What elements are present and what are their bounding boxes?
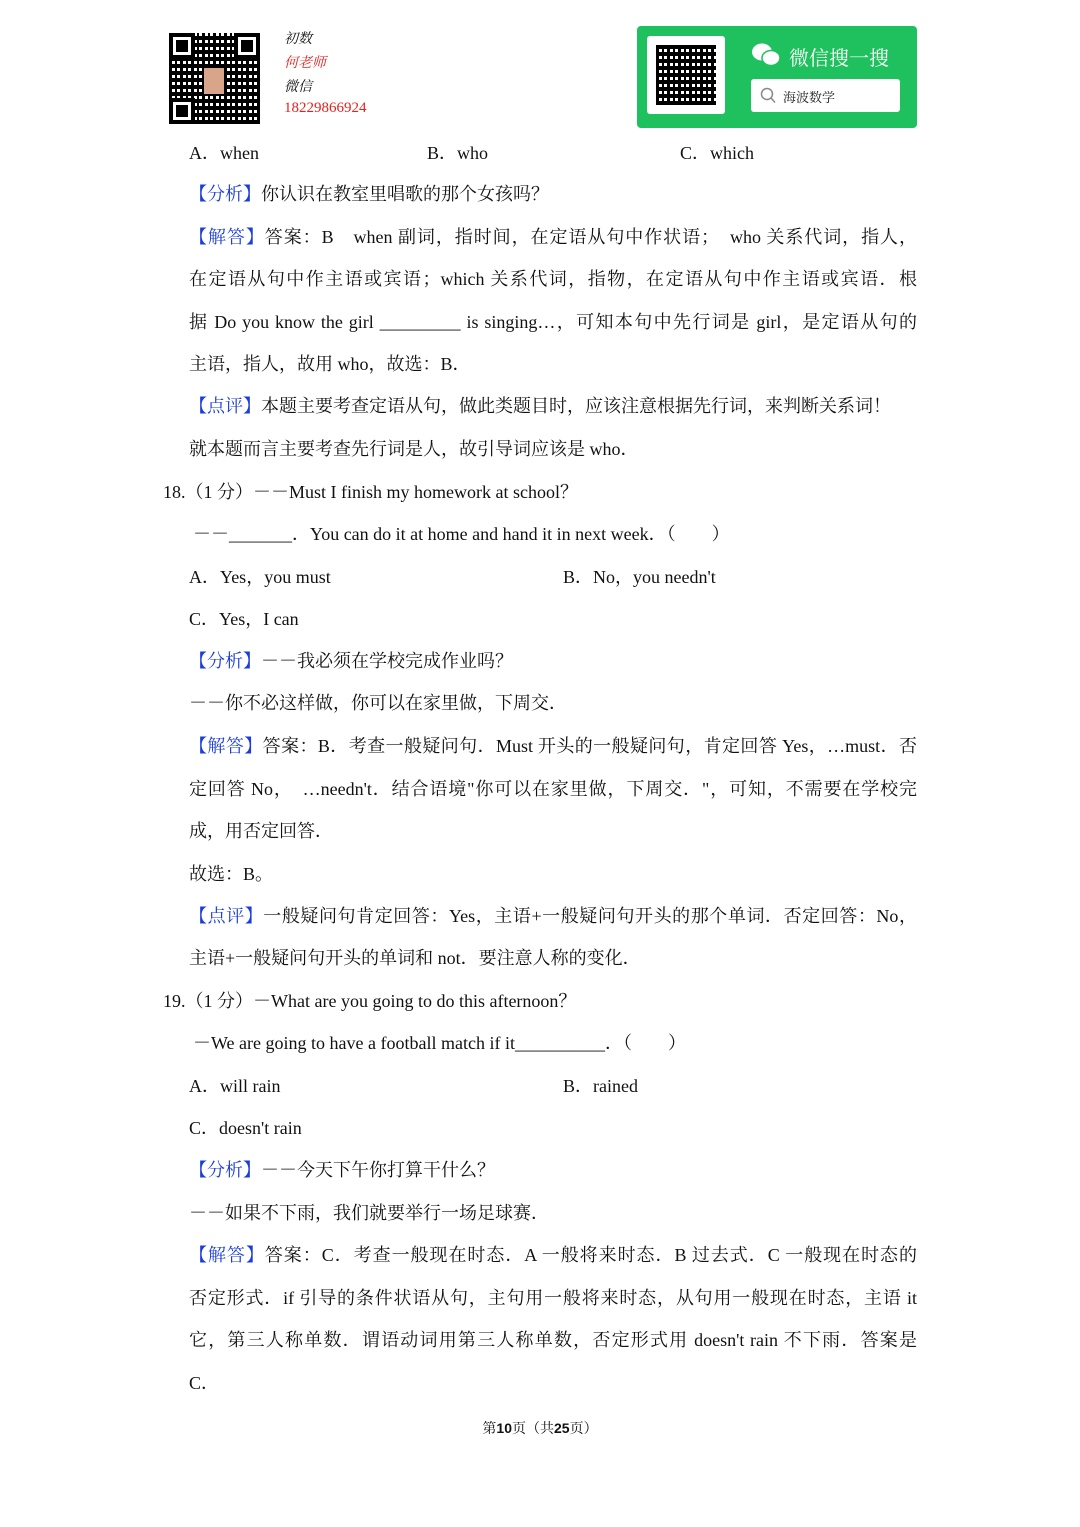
section-tag: 【解答】: [189, 736, 263, 756]
question-18-blank: －－_______．You can do it at home and hand it in next week．（ ）: [193, 524, 730, 544]
section-tag: 【解答】: [189, 227, 265, 247]
answer-line: 它，第三人称单数．谓语动词用第三人称单数，否定形式用 doesn't rain 不下雨．答案是: [189, 1330, 917, 1350]
answer-line: 否定形式．if 引导的条件状语从句，主句用一般将来时态，从句用一般现在时态，主语 it: [189, 1288, 917, 1308]
section-tag: 【分析】: [189, 651, 261, 671]
answer-line: [189, 225, 917, 249]
footer-text: 第: [482, 1422, 497, 1437]
option-a: A．Yes，you must: [189, 567, 331, 587]
total-pages: 25: [554, 1420, 570, 1436]
comment-line: 主语+一般疑问句开头的单词和 not．要注意人称的变化．: [189, 948, 641, 968]
line-text: －－今天下午你打算干什么？: [261, 1160, 495, 1180]
comment-line: [189, 394, 891, 418]
option-c: C．which: [680, 143, 754, 163]
header-label-wechat: 微信: [284, 80, 312, 95]
analysis-line: [189, 182, 549, 206]
wechat-search-text: 海波数学: [783, 91, 836, 106]
option-b: B．No，you needn't: [563, 567, 716, 587]
footer-text: 页）: [569, 1422, 598, 1437]
comment-line: [189, 904, 917, 928]
line-text: 一般疑问句肯定回答：Yes，主语+一般疑问句开头的那个单词．否定回答：No，: [263, 906, 917, 926]
answer-line: 故选：B。: [189, 864, 274, 884]
wechat-search-box: [751, 79, 900, 112]
answer-line: C．: [189, 1373, 220, 1393]
phone-number: 18229866924: [284, 100, 367, 116]
answer-line: 主语，指人，故用 who，故选：B．: [189, 354, 471, 374]
page-number: 10: [496, 1420, 512, 1436]
question-19-blank: －We are going to have a football match if it__________．（ ）: [193, 1033, 686, 1053]
search-icon: [760, 87, 776, 104]
footer-text: 页（共: [512, 1422, 554, 1437]
option-c: C．Yes，I can: [189, 609, 299, 629]
line-text: －－我必须在学校完成作业吗？: [261, 651, 513, 671]
answer-line: 成，用否定回答．: [189, 821, 333, 841]
question-19-stem: 19.（1 分）－What are you going to do this afternoon？: [163, 991, 577, 1011]
answer-line: [189, 1243, 917, 1267]
teacher-name: 何老师: [284, 56, 326, 71]
option-a: A．will rain: [189, 1076, 281, 1096]
line-text: 答案：C．考查一般现在时态．A 一般将来时态．B 过去式．C 一般现在时态的: [264, 1245, 917, 1265]
section-tag: 【点评】: [189, 906, 264, 926]
section-tag: 【分析】: [189, 1160, 261, 1180]
line-text: 你认识在教室里唱歌的那个女孩吗？: [261, 184, 549, 204]
wechat-search-banner: [637, 26, 917, 128]
question-18-stem: 18.（1 分）－－Must I finish my homework at school？: [163, 482, 578, 502]
line-text: 本题主要考查定语从句，做此类题目时，应该注意根据先行词，来判断关系词！: [261, 396, 891, 416]
header-label: 初数: [284, 32, 312, 47]
section-tag: 【解答】: [189, 1245, 265, 1265]
section-tag: 【分析】: [189, 184, 261, 204]
option-b: B．who: [427, 143, 489, 163]
line-text: 答案：B．考查一般疑问句．Must 开头的一般疑问句，肯定回答 Yes，…must．否: [262, 736, 918, 756]
wechat-search-title: 微信搜一搜: [789, 46, 889, 70]
section-tag: 【点评】: [189, 396, 261, 416]
answer-line: 据 Do you know the girl _________ is singing…，可知本句中先行词是 girl，是定语从句的: [189, 312, 917, 332]
wechat-qr-code: [656, 45, 716, 105]
answer-line: [189, 734, 917, 758]
wechat-icon: [751, 42, 781, 68]
comment-line: 就本题而言主要考查先行词是人，故引导词应该是 who．: [189, 439, 639, 459]
answer-line: 在定语从句中作主语或宾语；which 关系代词，指物，在定语从句中作主语或宾语．根: [189, 269, 917, 289]
option-c: C．doesn't rain: [189, 1118, 302, 1138]
analysis-line: [189, 649, 513, 673]
option-b: B．rained: [563, 1076, 638, 1096]
analysis-line: [189, 1158, 495, 1182]
option-a: A．when: [189, 143, 259, 163]
page-footer: [0, 1418, 1080, 1438]
analysis-line: －－如果不下雨，我们就要举行一场足球赛．: [189, 1203, 549, 1223]
avatar: [204, 68, 224, 94]
answer-line: 定回答 No， …needn't．结合语境"你可以在家里做，下周交．"，可知，不需要在学校完: [189, 779, 917, 799]
line-text: 答案：B when 副词，指时间，在定语从句中作状语； who 关系代词，指人，: [264, 227, 917, 247]
qr-code-image: [169, 33, 260, 124]
analysis-line: －－你不必这样做，你可以在家里做，下周交．: [189, 693, 567, 713]
